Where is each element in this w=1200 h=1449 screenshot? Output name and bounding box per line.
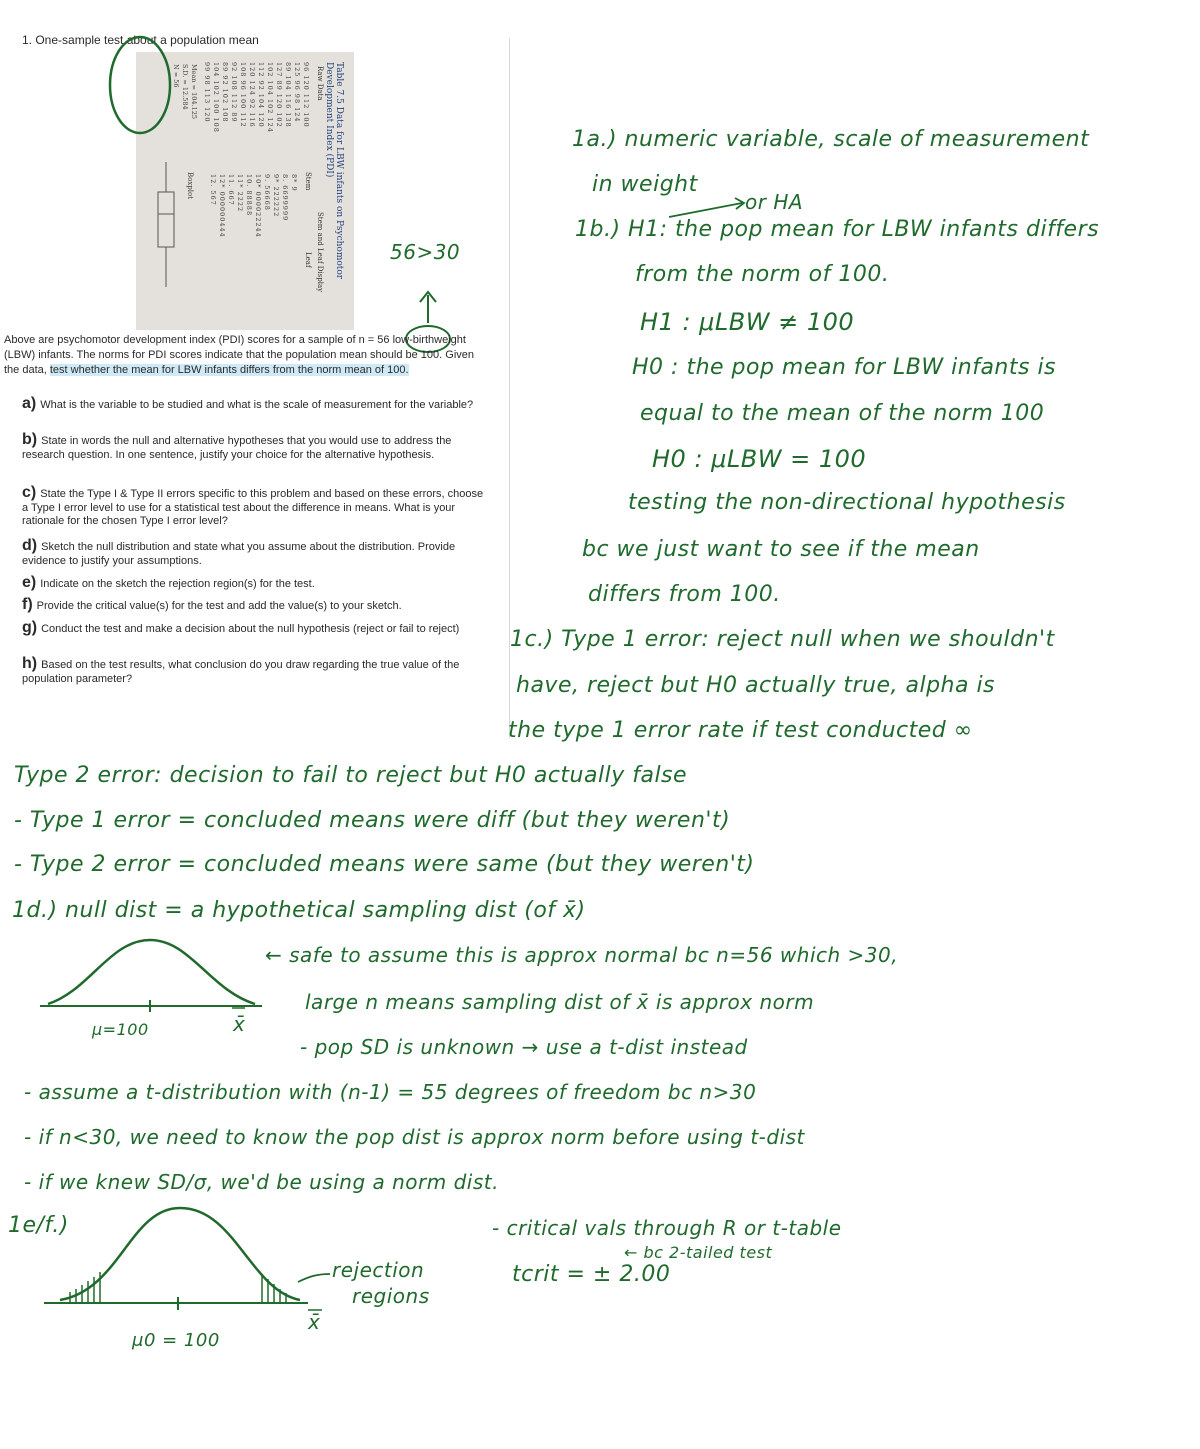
note-line: - Type 2 error = concluded means were same (but they weren't): [14, 852, 755, 877]
note-line: - pop SD is unknown → use a t-dist instead: [300, 1035, 748, 1059]
note-line: - critical vals through R or t-table: [492, 1216, 842, 1240]
raw-row: 99 98 113 120: [203, 62, 211, 123]
rejection-region-sketch: [44, 1208, 330, 1310]
question-d: d) Sketch the null distribution and state what you assume about the distribution. Provide evidence to justify your assumptions.: [22, 537, 456, 567]
note-line: 1c.) Type 1 error: reject null when we shouldn't: [510, 627, 1055, 652]
note-line: in weight: [592, 172, 698, 197]
null-distribution-sketch: [40, 940, 262, 1012]
stem-row: 11. 667: [227, 174, 235, 206]
note-line: - if we knew SD/σ, we'd be using a norm dist.: [24, 1170, 499, 1194]
note-line: have, reject but H0 actually true, alpha is: [516, 673, 996, 698]
sketch1-x-label: x̄: [233, 1012, 246, 1036]
stem-label: Stem: [304, 172, 312, 191]
stem-row: 12. 567: [209, 174, 217, 206]
stem-row: 10. 88888: [245, 174, 253, 217]
raw-row: 96 120 112 100: [302, 62, 310, 128]
note-line: differs from 100.: [588, 582, 781, 607]
note-line: 1b.) H1: the pop mean for LBW infants differs: [575, 217, 1100, 242]
problem-title: 1. One-sample test about a population mean: [22, 33, 259, 47]
note-line: - Type 1 error = concluded means were diff (but they weren't): [14, 808, 731, 833]
note-line: ← bc 2-tailed test: [624, 1243, 773, 1262]
raw-row: 120 124 92 116: [248, 62, 256, 128]
note-line: equal to the mean of the norm 100: [640, 401, 1045, 426]
question-f: f) Provide the critical value(s) for the test and add the value(s) to your sketch.: [22, 596, 402, 613]
intro-text-2: low-birthweight (LBW) infants. The norms for PDI scores indicate that the population mean should be 100. Given the data,: [4, 334, 474, 376]
leaf-label: Leaf: [304, 252, 312, 268]
mean-stat: Mean = 104.125: [190, 64, 198, 120]
note-line: H0 : μLBW = 100: [652, 445, 867, 473]
raw-row: 127 89 120 102: [275, 62, 283, 128]
intro-text-1: Above are psychomotor development index (PDI) scores for a sample of: [4, 334, 359, 346]
note-line: - if n<30, we need to know the pop dist is approx norm before using t-dist: [24, 1125, 805, 1149]
note-line: - assume a t-distribution with (n-1) = 55 degrees of freedom bc n>30: [24, 1080, 757, 1104]
raw-data-label: Raw Data: [316, 66, 324, 101]
raw-row: 125 96 98 124: [293, 62, 301, 123]
note-line: H1 : μLBW ≠ 100: [640, 308, 855, 336]
question-e: e) Indicate on the sketch the rejection region(s) for the test.: [22, 574, 315, 591]
raw-row: 104 102 100 108: [212, 62, 220, 133]
note-line: 1d.) null dist = a hypothetical sampling dist (of x̄): [12, 898, 586, 923]
raw-row: 112 92 104 120: [257, 62, 265, 128]
note-line: H0 : the pop mean for LBW infants is: [632, 355, 1057, 380]
note-line: testing the non-directional hypothesis: [628, 490, 1066, 515]
sketch2-x-label: x̄: [308, 1310, 321, 1334]
sd-stat: S.D. = 12.584: [181, 64, 189, 110]
sketch1-mu-label: μ=100: [92, 1020, 149, 1039]
intro-highlight: test whether the mean for LBW infants differs from the norm mean of 100.: [49, 364, 409, 376]
boxplot-label: Boxplot: [186, 172, 194, 200]
question-c: c) State the Type I & Type II errors specific to this problem and based on these errors, choose a Type I error level to use for a statistical test about the difference in means. What is your rationale for the chosen Type I error level?: [22, 484, 484, 527]
stem-row: 10* 000022244: [254, 174, 262, 238]
note-line: from the norm of 100.: [635, 262, 890, 287]
n-stat: N = 56: [172, 64, 180, 88]
stem-row: 9* 222222: [272, 174, 280, 218]
raw-row: 89 92 102 108: [221, 62, 229, 123]
note-line: 1e/f.): [8, 1213, 69, 1238]
rejection-label: rejection: [332, 1258, 425, 1282]
question-a: a) What is the variable to be studied and what is the scale of measurement for the variable?: [22, 395, 474, 412]
question-g: g) Conduct the test and make a decision about the null hypothesis (reject or fail to reject): [22, 619, 460, 636]
regions-label: regions: [352, 1284, 430, 1308]
stem-row: 12* 000000444: [218, 174, 226, 238]
note-line: or HA: [745, 190, 804, 214]
note-line: ← safe to assume this is approx normal bc n=56 which >30,: [265, 943, 899, 967]
note-line: 1a.) numeric variable, scale of measurement: [572, 127, 1090, 152]
raw-row: 108 96 100 112: [239, 62, 247, 128]
note-line: bc we just want to see if the mean: [582, 537, 980, 562]
question-b: b) State in words the null and alternative hypotheses that you would use to address the research question. In one sentence, justify your choice for the alternative hypothesis.: [22, 431, 452, 461]
note-line: large n means sampling dist of x̄ is approx norm: [305, 990, 815, 1014]
table-title: Table 7.5 Data for LBW infants on Psychomotor Development Index (PDI): [324, 62, 344, 280]
note-line: the type 1 error rate if test conducted ∞: [508, 718, 973, 743]
problem-intro: [4, 333, 492, 378]
stem-row: 8. 6699999: [281, 174, 289, 222]
stem-row: 9. 56668: [263, 174, 271, 211]
question-h: h) Based on the test results, what conclusion do you draw regarding the true value of the population parameter?: [22, 655, 460, 685]
sketch2-mu-label: μ0 = 100: [132, 1330, 220, 1351]
stem-leaf-label: Stem and Leaf Display: [316, 212, 324, 293]
stem-row: 8* 9: [290, 174, 298, 192]
intro-n: n = 56: [358, 334, 390, 346]
raw-row: 102 104 102 124: [266, 62, 274, 133]
note-n-greater-30: 56>30: [390, 240, 461, 264]
raw-row: 92 108 112 89: [230, 62, 238, 123]
t-critical-value: tcrit = ± 2.00: [512, 1262, 671, 1287]
raw-row: 89 104 116 138: [284, 62, 292, 128]
stats-circle: [110, 37, 170, 133]
note-line: Type 2 error: decision to fail to reject but H0 actually false: [14, 763, 688, 788]
stem-row: 11* 2222: [236, 174, 244, 213]
